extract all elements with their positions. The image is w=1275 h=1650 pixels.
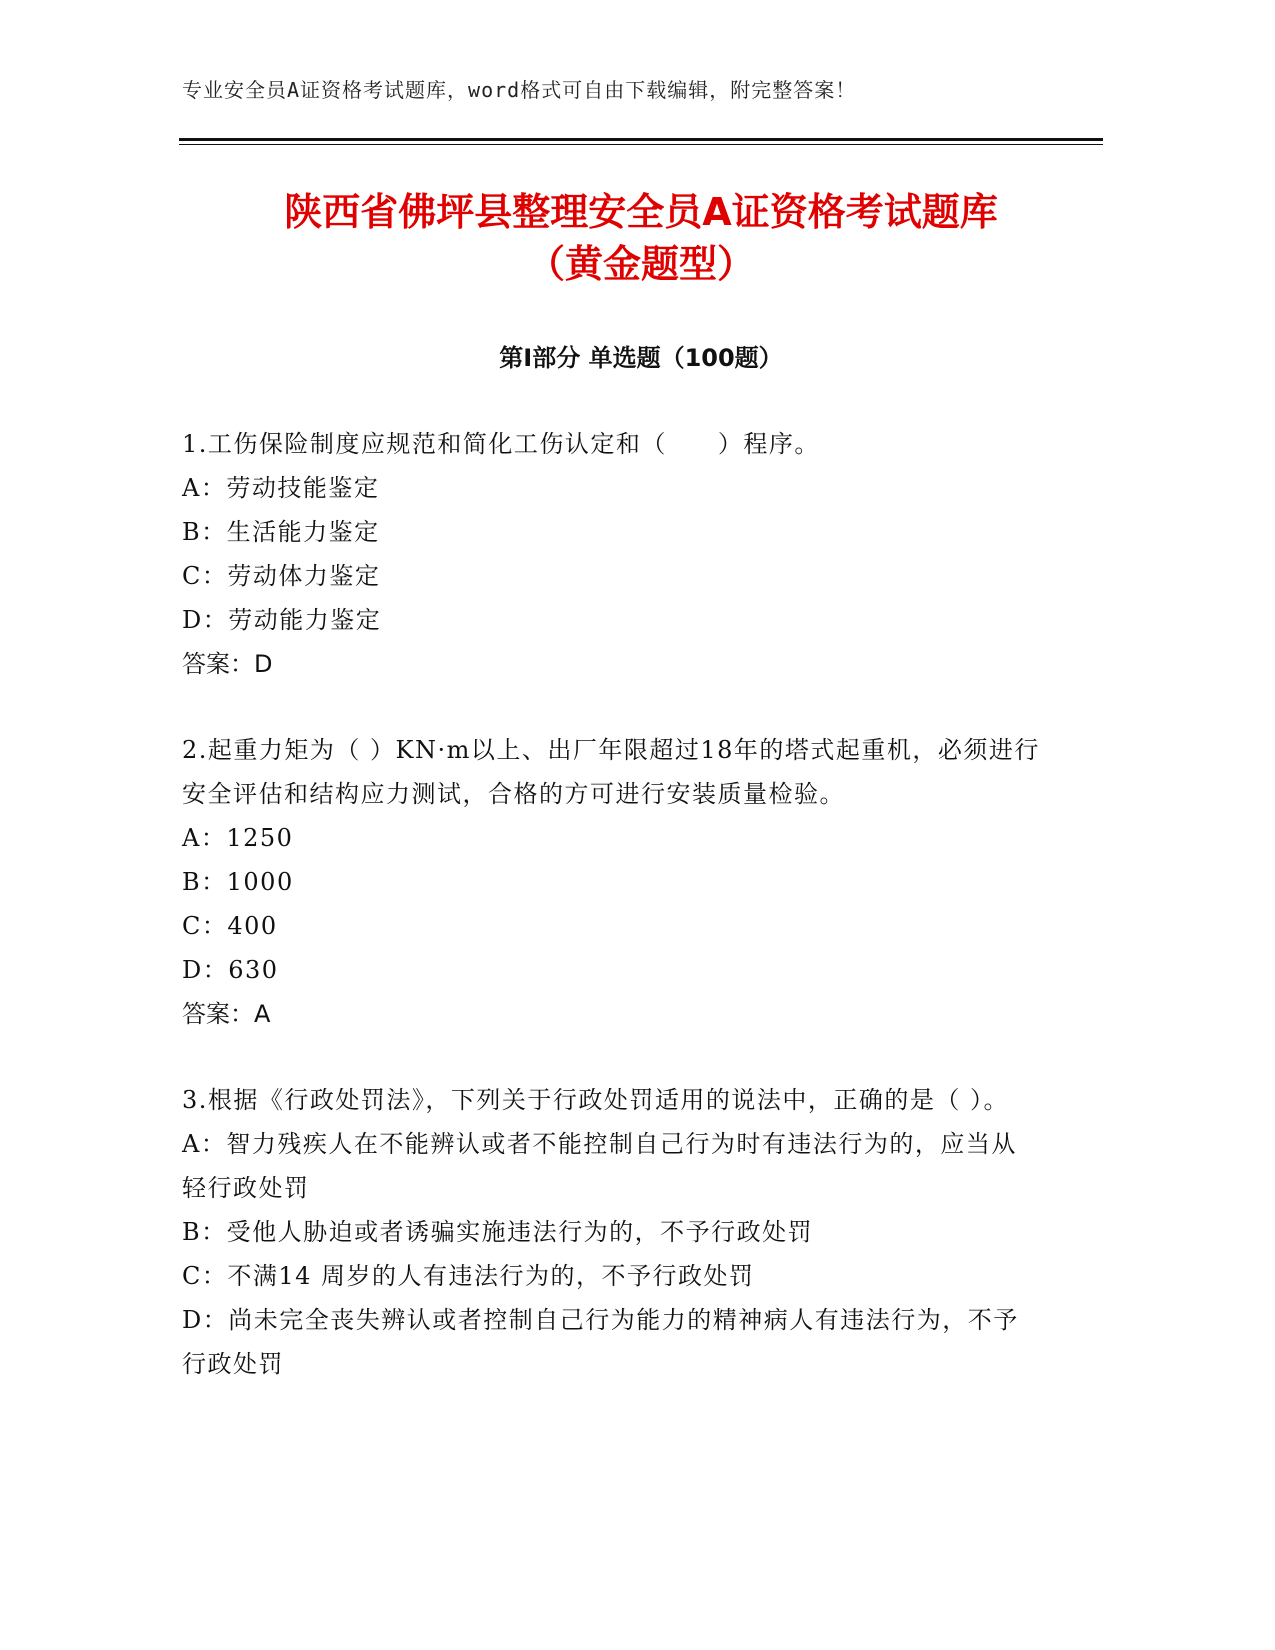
- option-a: A：智力残疾人在不能辨认或者不能控制自己行为时有违法行为的，应当从轻行政处罚: [182, 1130, 1017, 1202]
- header-rule-thin: [179, 144, 1103, 145]
- question-3: [182, 1078, 1042, 1386]
- document-title: [179, 186, 1103, 290]
- option-d: D：630: [182, 956, 279, 984]
- option-c: C：不满14 周岁的人有违法行为的，不予行政处罚: [182, 1262, 755, 1290]
- option-b: B：生活能力鉴定: [182, 518, 380, 546]
- question-2: [182, 728, 1042, 1036]
- option-b: B：1000: [182, 868, 294, 896]
- option-d: D：劳动能力鉴定: [182, 606, 382, 634]
- question-list: [182, 422, 1042, 1428]
- title-line-2: （黄金题型）: [526, 242, 755, 286]
- option-d: D：尚未完全丧失辨认或者控制自己行为能力的精神病人有违法行为，不予行政处罚: [182, 1306, 1019, 1378]
- answer: 答案：D: [182, 650, 273, 678]
- question-stem: 2.起重力矩为（ ）KN·m以上、出厂年限超过18年的塔式起重机，必须进行安全评估和结构应力测试，合格的方可进行安装质量检验。: [182, 736, 1040, 808]
- option-b: B：受他人胁迫或者诱骗实施违法行为的，不予行政处罚: [182, 1218, 814, 1246]
- header-note: 专业安全员A证资格考试题库，word格式可自由下载编辑，附完整答案！: [182, 78, 857, 102]
- question-stem: 1.工伤保险制度应规范和简化工伤认定和（ ）程序。: [182, 430, 820, 458]
- question-1: [182, 422, 1042, 686]
- question-stem: 3.根据《行政处罚法》，下列关于行政处罚适用的说法中，正确的是（ ）。: [182, 1086, 1010, 1114]
- option-c: C：劳动体力鉴定: [182, 562, 381, 590]
- option-a: A：1250: [182, 824, 294, 852]
- answer: 答案：A: [182, 1000, 271, 1028]
- title-line-1: 陕西省佛坪县整理安全员A证资格考试题库: [284, 190, 998, 234]
- header-rule-thick: [179, 138, 1103, 141]
- section-heading: 第Ⅰ部分 单选题（100题）: [499, 344, 783, 372]
- option-c: C：400: [182, 912, 278, 940]
- option-a: A：劳动技能鉴定: [182, 474, 380, 502]
